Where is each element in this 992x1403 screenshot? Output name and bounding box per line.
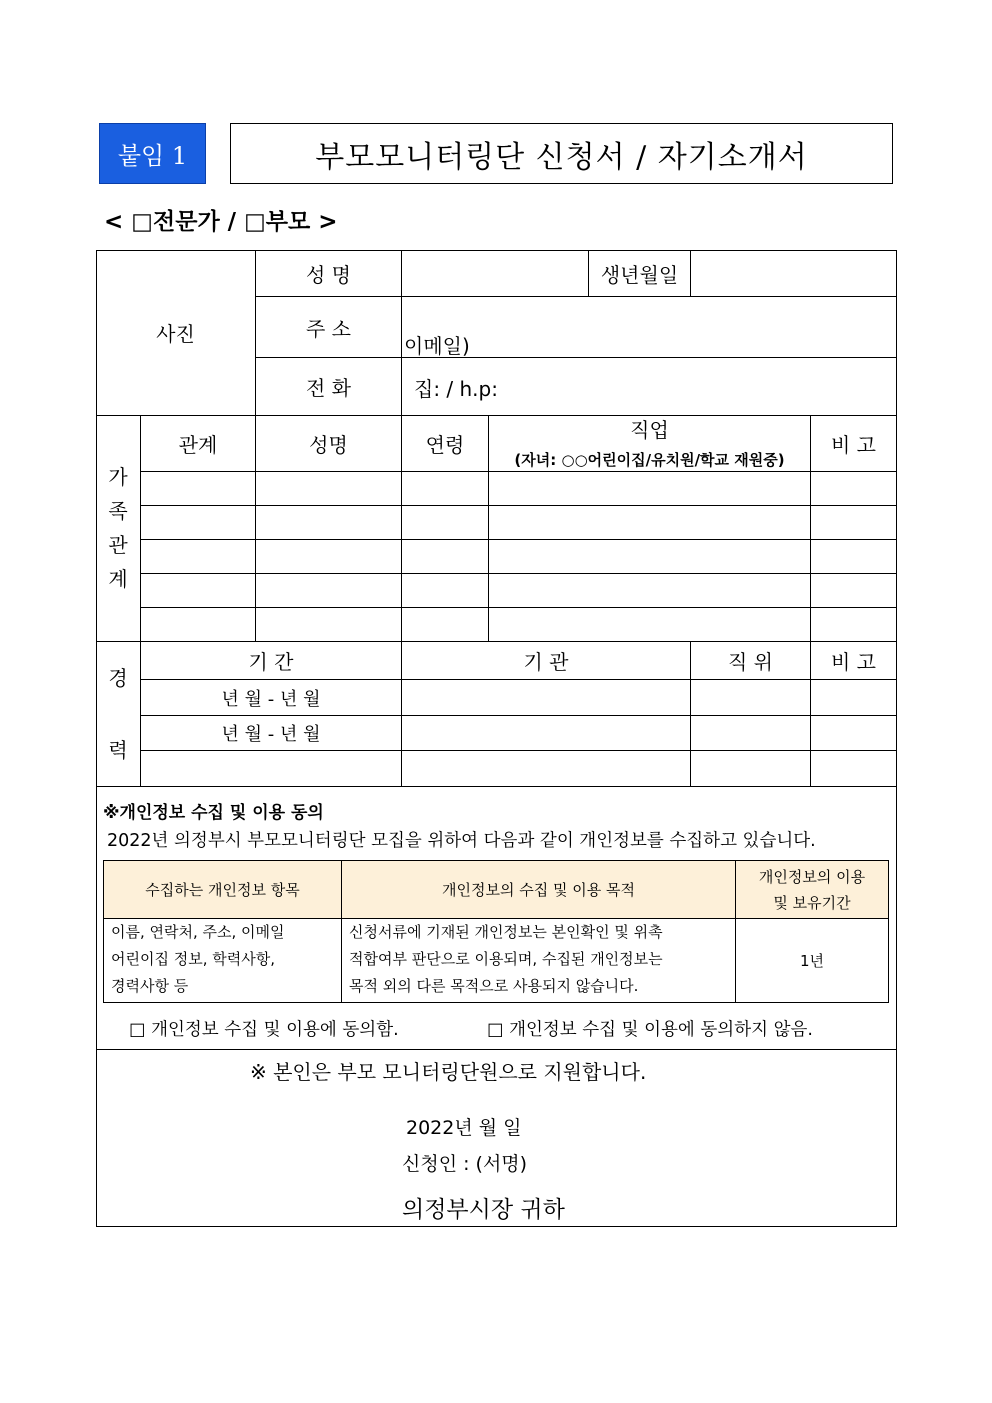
consent-intro: 2022년 의정부시 부모모니터링단 모집을 위하여 다음과 같이 개인정보를 수집하고 있습니다.: [107, 831, 816, 851]
career-side-char: 력: [108, 738, 128, 762]
application-statement: ※ 본인은 부모 모니터링단원으로 지원합니다.: [250, 1060, 647, 1084]
career-header-note: 비 고: [831, 650, 876, 674]
career-period-field[interactable]: 년 월 - 년 월: [221, 724, 321, 745]
family-rows[interactable]: [141, 472, 896, 641]
family-header-relation: 관계: [178, 433, 218, 457]
consent-purpose-text: [349, 919, 663, 1000]
career-header-period: 기 간: [248, 650, 294, 674]
consent-purpose-line: 목적 외의 다른 목적으로 사용되지 않습니다.: [349, 977, 639, 995]
signature-date[interactable]: 2022년 월 일: [406, 1117, 522, 1139]
phone-label: 전 화: [306, 376, 351, 400]
photo-box[interactable]: 사진: [156, 322, 195, 346]
family-header-job: 직업: [630, 417, 669, 442]
career-side-label: [96, 660, 140, 768]
consent-period-value: 1년: [799, 952, 825, 970]
family-side-char: 관: [108, 533, 128, 557]
consent-items-line: 어린이집 정보, 학력사항,: [111, 950, 275, 968]
consent-purpose-line: 적합여부 판단으로 이용되며, 수집된 개인정보는: [349, 950, 663, 968]
family-header-age: 연령: [425, 433, 465, 457]
consent-items-text: [111, 919, 285, 1000]
consent-header-period-2: 및 보유기간: [773, 893, 851, 912]
recipient: 의정부시장 귀하: [402, 1197, 565, 1223]
attachment-badge: 붙임 1: [99, 123, 206, 184]
birthdate-field[interactable]: [691, 250, 896, 296]
family-side-char: 계: [108, 567, 128, 591]
birthdate-label: 생년월일: [600, 262, 679, 287]
family-side-char: 족: [108, 499, 128, 523]
family-header-job-note: (자녀: ○○어린이집/유치원/학교 재원중): [514, 450, 785, 469]
career-side-char: 경: [108, 666, 128, 690]
consent-purpose-line: 신청서류에 기재된 개인정보는 본인확인 및 위촉: [349, 923, 663, 941]
career-header-position: 직 위: [728, 650, 773, 674]
applicant-signature[interactable]: 신청인 : (서명): [402, 1153, 528, 1175]
consent-disagree-checkbox[interactable]: □ 개인정보 수집 및 이용에 동의하지 않음.: [487, 1020, 813, 1040]
divider: [96, 1049, 897, 1050]
family-side-char: 가: [108, 465, 128, 489]
consent-heading: ※개인정보 수집 및 이용 동의: [103, 803, 324, 823]
consent-items-line: 경력사항 등: [111, 977, 189, 995]
address-label: 주 소: [306, 316, 351, 341]
page-title: 부모모니터링단 신청서 / 자기소개서: [230, 123, 893, 184]
divider: [140, 750, 896, 751]
consent-header-purpose: 개인정보의 수집 및 이용 목적: [442, 881, 635, 899]
family-header-name: 성명: [309, 433, 348, 457]
name-field[interactable]: [402, 250, 588, 296]
divider: [96, 786, 897, 787]
name-label: 성 명: [306, 262, 351, 287]
email-label[interactable]: 이메일): [404, 334, 470, 358]
career-period-field[interactable]: 년 월 - 년 월: [221, 688, 321, 710]
consent-header-items: 수집하는 개인정보 항목: [145, 881, 300, 899]
family-header-note: 비 고: [831, 433, 876, 457]
phone-field[interactable]: 집: / h.p:: [414, 377, 498, 401]
career-header-org: 기 관: [523, 650, 569, 674]
family-side-label: [96, 460, 140, 596]
consent-agree-checkbox[interactable]: □ 개인정보 수집 및 이용에 동의함.: [129, 1020, 399, 1040]
consent-items-line: 이름, 연락처, 주소, 이메일: [111, 923, 285, 941]
consent-header-period-1: 개인정보의 이용: [758, 867, 866, 886]
applicant-type-selector[interactable]: < □전문가 / □부모 >: [104, 209, 338, 235]
